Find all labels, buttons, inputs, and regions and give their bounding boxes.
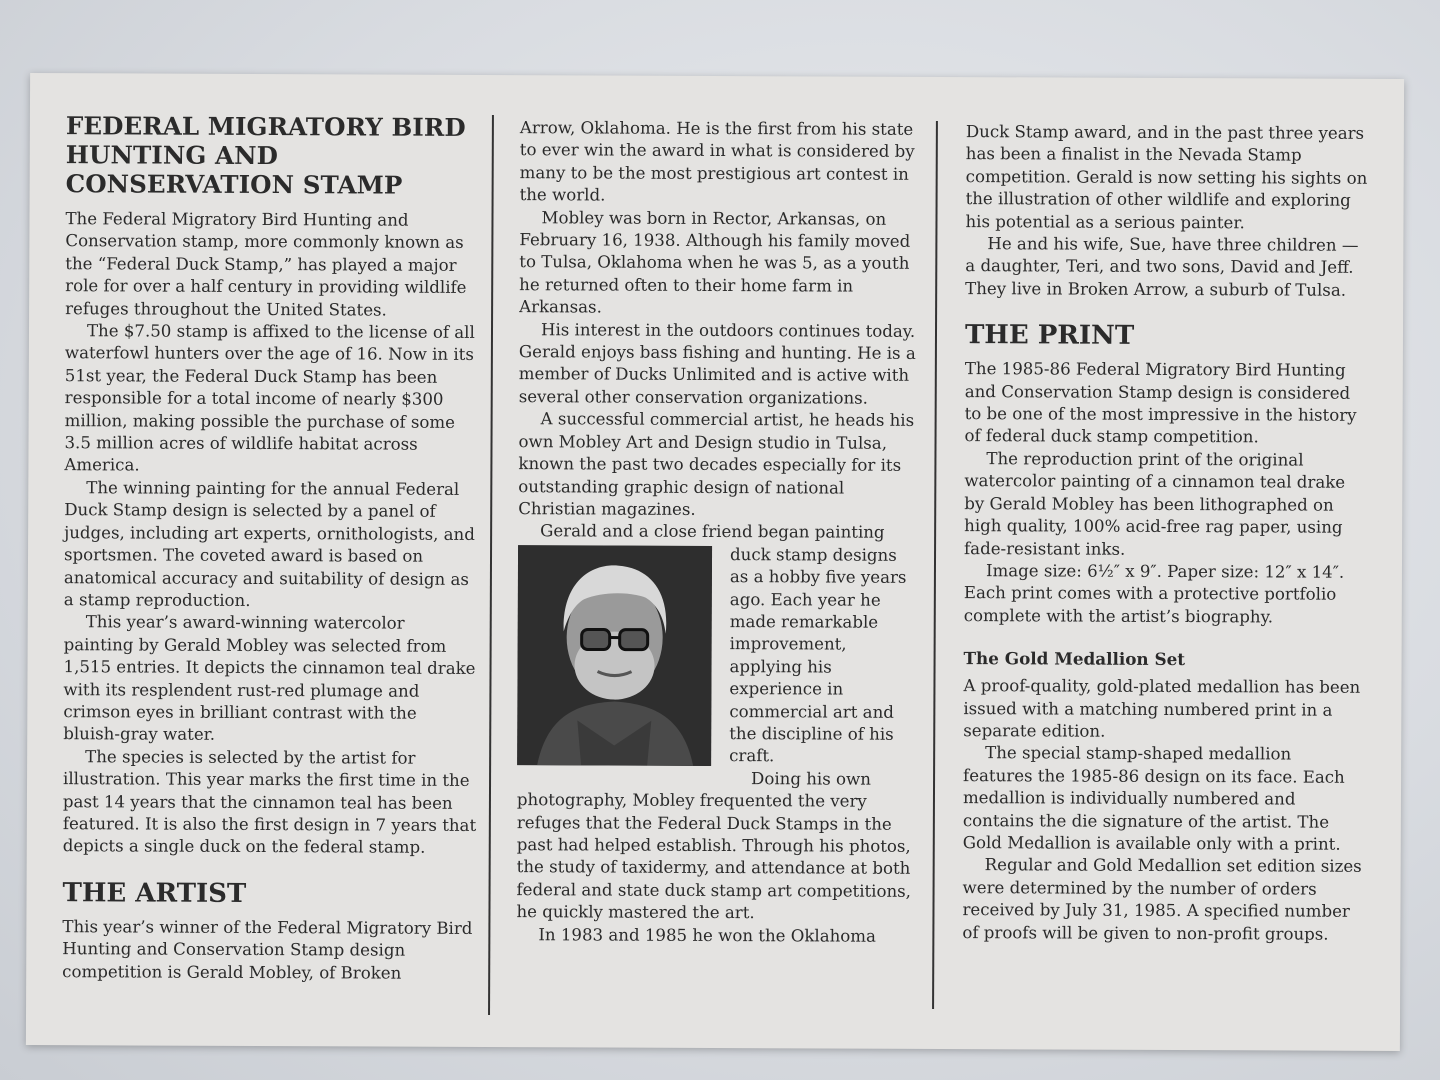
paragraph: The species is selected by the artist for illustration. This year marks the first time in the past 14 years that the cinnamon teal has been featured. It is also the first design in 7 years that depicts a single duck on the federal stamp. xyxy=(62,747,477,858)
paragraph: The 1985-86 Federal Migratory Bird Hunting and Conservation Stamp design is considered to be one of the most impressive in the history of federal duck stamp competition. xyxy=(964,359,1357,447)
column-right xyxy=(962,121,1368,946)
paragraph: A proof-quality, gold-plated medallion has been issued with a matching numbered print in a separate edition. xyxy=(963,676,1361,741)
paragraph: Gerald and a close friend began painting xyxy=(540,521,885,543)
paragraph: The reproduction print of the original watercolor painting of a cinnamon teal drake by Gerald Mobley has been lithographed on high quality, 100% acid-free rag paper, using fade-resistant inks. xyxy=(964,449,1346,559)
paragraph: Duck Stamp award, and in the past three years has been a finalist in the Nevada Stamp competition. Gerald is now setting his sights on the illustration of other wildlife and exploring his potential as a serious painter. xyxy=(965,122,1368,232)
column-left xyxy=(62,111,480,985)
page-title: FEDERAL MIGRATORY BIRD HUNTING AND CONSERVATION STAMP xyxy=(65,111,466,200)
paragraph: The $7.50 stamp is affixed to the license of all waterfowl hunters over the age of 16. Now in its 51st year, the Federal Duck Stamp has been responsible for a total income of nearly $300 million, making possible the purchase of some 3.5 million acres of wildlife habitat across America. xyxy=(64,321,475,475)
paragraph: Mobley was born in Rector, Arkansas, on February 16, 1938. Although his family moved to Tulsa, Oklahoma when he was 5, as a youth he returned often to their home farm in Arkansas. xyxy=(519,207,911,317)
paragraph: This year’s winner of the Federal Migratory Bird Hunting and Conservation Stamp design competition is Gerald Mobley, of Broken xyxy=(62,916,473,983)
paragraph: The special stamp-shaped medallion features the 1985-86 design on its face. Each medallion is individually numbered and contains the die signature of the artist. The Gold Medallion is available only with a print. xyxy=(962,743,1345,854)
wrap-text: duck stamp designs as a hobby five years ago. Each year he made remarkable improvement, applying his experience in commercial art and the discipline of his craft. xyxy=(729,544,907,766)
paragraph: Regular and Gold Medallion set edition sizes were determined by the number of orders received by July 31, 1985. A specified number of proofs will be given to non-profit groups. xyxy=(962,855,1362,944)
column-divider xyxy=(488,115,493,1015)
artist-heading: THE ARTIST xyxy=(62,877,247,909)
artist-photo xyxy=(517,545,718,768)
paragraph: Arrow, Oklahoma. He is the first from his state to ever win the award in what is considered by many to be the most prestigious art contest in the world. xyxy=(519,118,915,205)
column-middle xyxy=(516,117,920,948)
brochure-page xyxy=(26,73,1404,1051)
paragraph: The Federal Migratory Bird Hunting and Conservation stamp, more commonly known as the “Federal Duck Stamp,” has played a major role for over a half century in providing wildlife refuges throughout the United States. xyxy=(65,209,467,320)
paragraph: Image size: 6½″ x 9″. Paper size: 12″ x 14″. Each print comes with a protective portfolio complete with the artist’s biography. xyxy=(963,561,1345,627)
paragraph: He and his wife, Sue, have three children — a daughter, Teri, and two sons, David and Jeff. They live in Broken Arrow, a suburb of Tulsa. xyxy=(965,234,1359,300)
portrait-image xyxy=(517,545,712,766)
medallion-heading: The Gold Medallion Set xyxy=(963,648,1186,670)
paragraph: This year’s award-winning watercolor painting by Gerald Mobley was selected from 1,515 entries. It depicts the cinnamon teal drake with its resplendent rust-red plumage and crimson eyes in brilliant contrast with the bluish-gray water. xyxy=(63,612,476,745)
paragraph: The winning painting for the annual Federal Duck Stamp design is selected by a panel of judges, including art experts, ornithologists, and sportsmen. The coveted award is based on anatomical accuracy and suitability of design as a stamp reproduction. xyxy=(63,478,475,610)
paragraph: A successful commercial artist, he heads his own Mobley Art and Design studio in Tulsa, known the past two decades especially for its outstanding graphic design of national Christian magazines. xyxy=(518,409,915,519)
paragraph: In 1983 and 1985 he won the Oklahoma xyxy=(538,924,876,946)
column-divider xyxy=(932,121,937,1009)
paragraph: Doing his own photography, Mobley frequented the very refuges that the Federal Duck Stamps in the past had helped establish. Through his photos, the study of taxidermy, and attendance at both federal and state duck stamp art competitions, he quickly mastered the art. xyxy=(516,768,912,923)
paragraph: His interest in the outdoors continues today. Gerald enjoys bass fishing and hunting. He is a member of Ducks Unlimited and is active with several other conservation organizations. xyxy=(518,319,916,408)
print-heading: THE PRINT xyxy=(964,320,1135,352)
